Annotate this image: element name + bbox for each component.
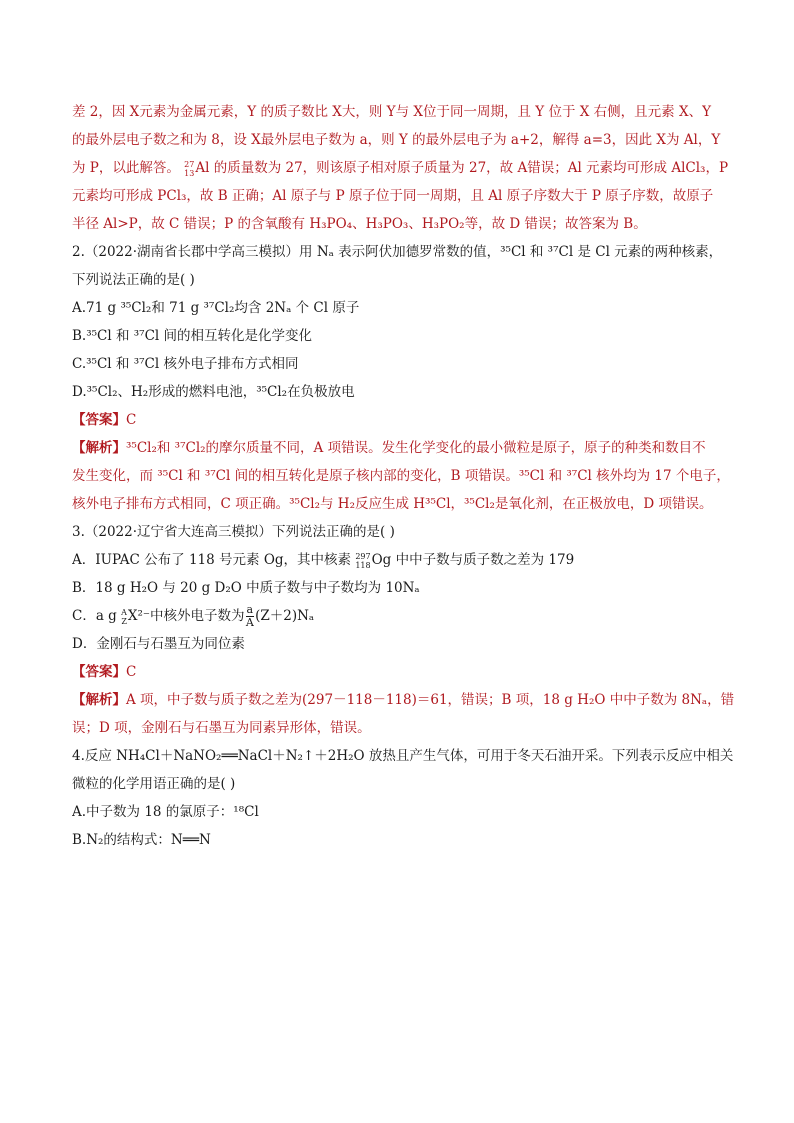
- analysis-text: 核外电子排布方式相同，C 项正确。³⁵Cl₂与 H₂反应生成 H³⁵Cl，³⁵Cl₂是氧化剂，在正极放电，D 项错误。: [72, 496, 713, 512]
- option-a: A.71 g ³⁵Cl₂和 71 g ³⁷Cl₂均含 2Nₐ 个 Cl 原子: [72, 300, 360, 316]
- analysis-text: A 项，中子数与质子数之差为(297－118－118)＝61，错误；B 项，18 g H₂O 中中子数为 8Nₐ，错: [126, 692, 735, 708]
- explanation-1: [72, 98, 742, 238]
- text-line: [72, 154, 742, 182]
- answer-tag: 【答案】: [72, 664, 126, 680]
- option-a: A.中子数为 18 的氯原子：¹⁸Cl: [72, 804, 259, 820]
- text-fragment: 为 P，以此解答。: [72, 160, 180, 176]
- text-line: 元素均可形成 PCl₃，故 B 正确；Al 原子与 P 原子位于同一周期，且 Al 原子序数大于 P 原子序数，故原子: [72, 188, 714, 204]
- answer-line: [72, 658, 742, 686]
- analysis-text: 发生变化，而 ³⁵Cl 和 ³⁷Cl 间的相互转化是原子核内部的变化，B 项错误。³⁵Cl 和 ³⁷Cl 核外均为 17 个电子，: [72, 468, 730, 484]
- option-a: A．IUPAC 公布了 118 号元素 Og，其中核素 297 118 Og 中中子数与质子数之差为 179: [72, 551, 575, 570]
- question-stem: 下列说法正确的是( ): [72, 272, 195, 288]
- text-line: 半径 Al>P，故 C 错误；P 的含氧酸有 H₃PO₄、H₃PO₃、H₃PO₂等，故 D 错误；故答案为 B。: [72, 216, 647, 232]
- analysis-text: ³⁵Cl₂和 ³⁷Cl₂的摩尔质量不同，A 项错误。发生化学变化的最小微粒是原子，原子的种类和数目不: [126, 440, 706, 456]
- option-b: B．18 g H₂O 与 20 g D₂O 中质子数与中子数均为 10Nₐ: [72, 580, 420, 596]
- option-d: D．金刚石与石墨互为同位素: [72, 636, 245, 652]
- answer-value: C: [126, 664, 137, 680]
- question-4: [72, 742, 742, 854]
- isotope-notation: 27 13: [184, 159, 195, 178]
- option-b: B.³⁵Cl 和 ³⁷Cl 间的相互转化是化学变化: [72, 328, 313, 344]
- text-fragment: Al 的质量数为 27，则该原子相对原子质量为 27，故 A错误；Al 元素均可形成 AlCl₃，P: [195, 160, 729, 176]
- document-page: [72, 98, 742, 854]
- answer-value: C: [126, 412, 137, 428]
- question-3: [72, 518, 742, 742]
- answer-tag: 【答案】: [72, 412, 126, 428]
- option-c: C．a g A Z X²⁻中核外电子数为 $\frac{a}{A}$ (Z＋2)Nₐ: [72, 603, 315, 629]
- isotope-notation: 297 118: [355, 551, 371, 570]
- option-b: B.N₂的结构式：N══N: [72, 832, 211, 848]
- analysis-tag: 【解析】: [72, 692, 126, 708]
- analysis-tag: 【解析】: [72, 440, 126, 456]
- fraction: $\frac{a}{A}$: [245, 603, 254, 629]
- question-stem: 2.（2022·湖南省长郡中学高三模拟）用 Nₐ 表示阿伏加德罗常数的值，³⁵Cl 和 ³⁷Cl 是 Cl 元素的两种核素，: [72, 244, 723, 260]
- answer-line: [72, 406, 742, 434]
- question-2: [72, 238, 742, 518]
- question-stem: 3.（2022·辽宁省大连高三模拟）下列说法正确的是( ): [72, 524, 395, 540]
- option-c: C.³⁵Cl 和 ³⁷Cl 核外电子排布方式相同: [72, 356, 299, 372]
- analysis-line: [72, 686, 742, 714]
- isotope-notation: A Z: [121, 607, 127, 626]
- text-line: 的最外层电子数之和为 8，设 X最外层电子数为 a，则 Y 的最外层电子为 a+2，解得 a=3，因此 X为 Al，Y: [72, 132, 721, 148]
- question-stem: 微粒的化学用语正确的是( ): [72, 776, 236, 792]
- analysis-line: [72, 434, 742, 462]
- analysis-text: 误；D 项，金刚石与石墨互为同素异形体，错误。: [72, 720, 371, 736]
- question-stem: 4.反应 NH₄Cl＋NaNO₂══NaCl＋N₂↑＋2H₂O 放热且产生气体，可用于冬天石油开采。下列表示反应中相关: [72, 748, 734, 764]
- text-line: 差 2，因 X元素为金属元素，Y 的质子数比 X大，则 Y与 X位于同一周期，且 Y 位于 X 右侧，且元素 X、Y: [72, 104, 711, 120]
- option-d: D.³⁵Cl₂、H₂形成的燃料电池，³⁵Cl₂在负极放电: [72, 384, 355, 400]
